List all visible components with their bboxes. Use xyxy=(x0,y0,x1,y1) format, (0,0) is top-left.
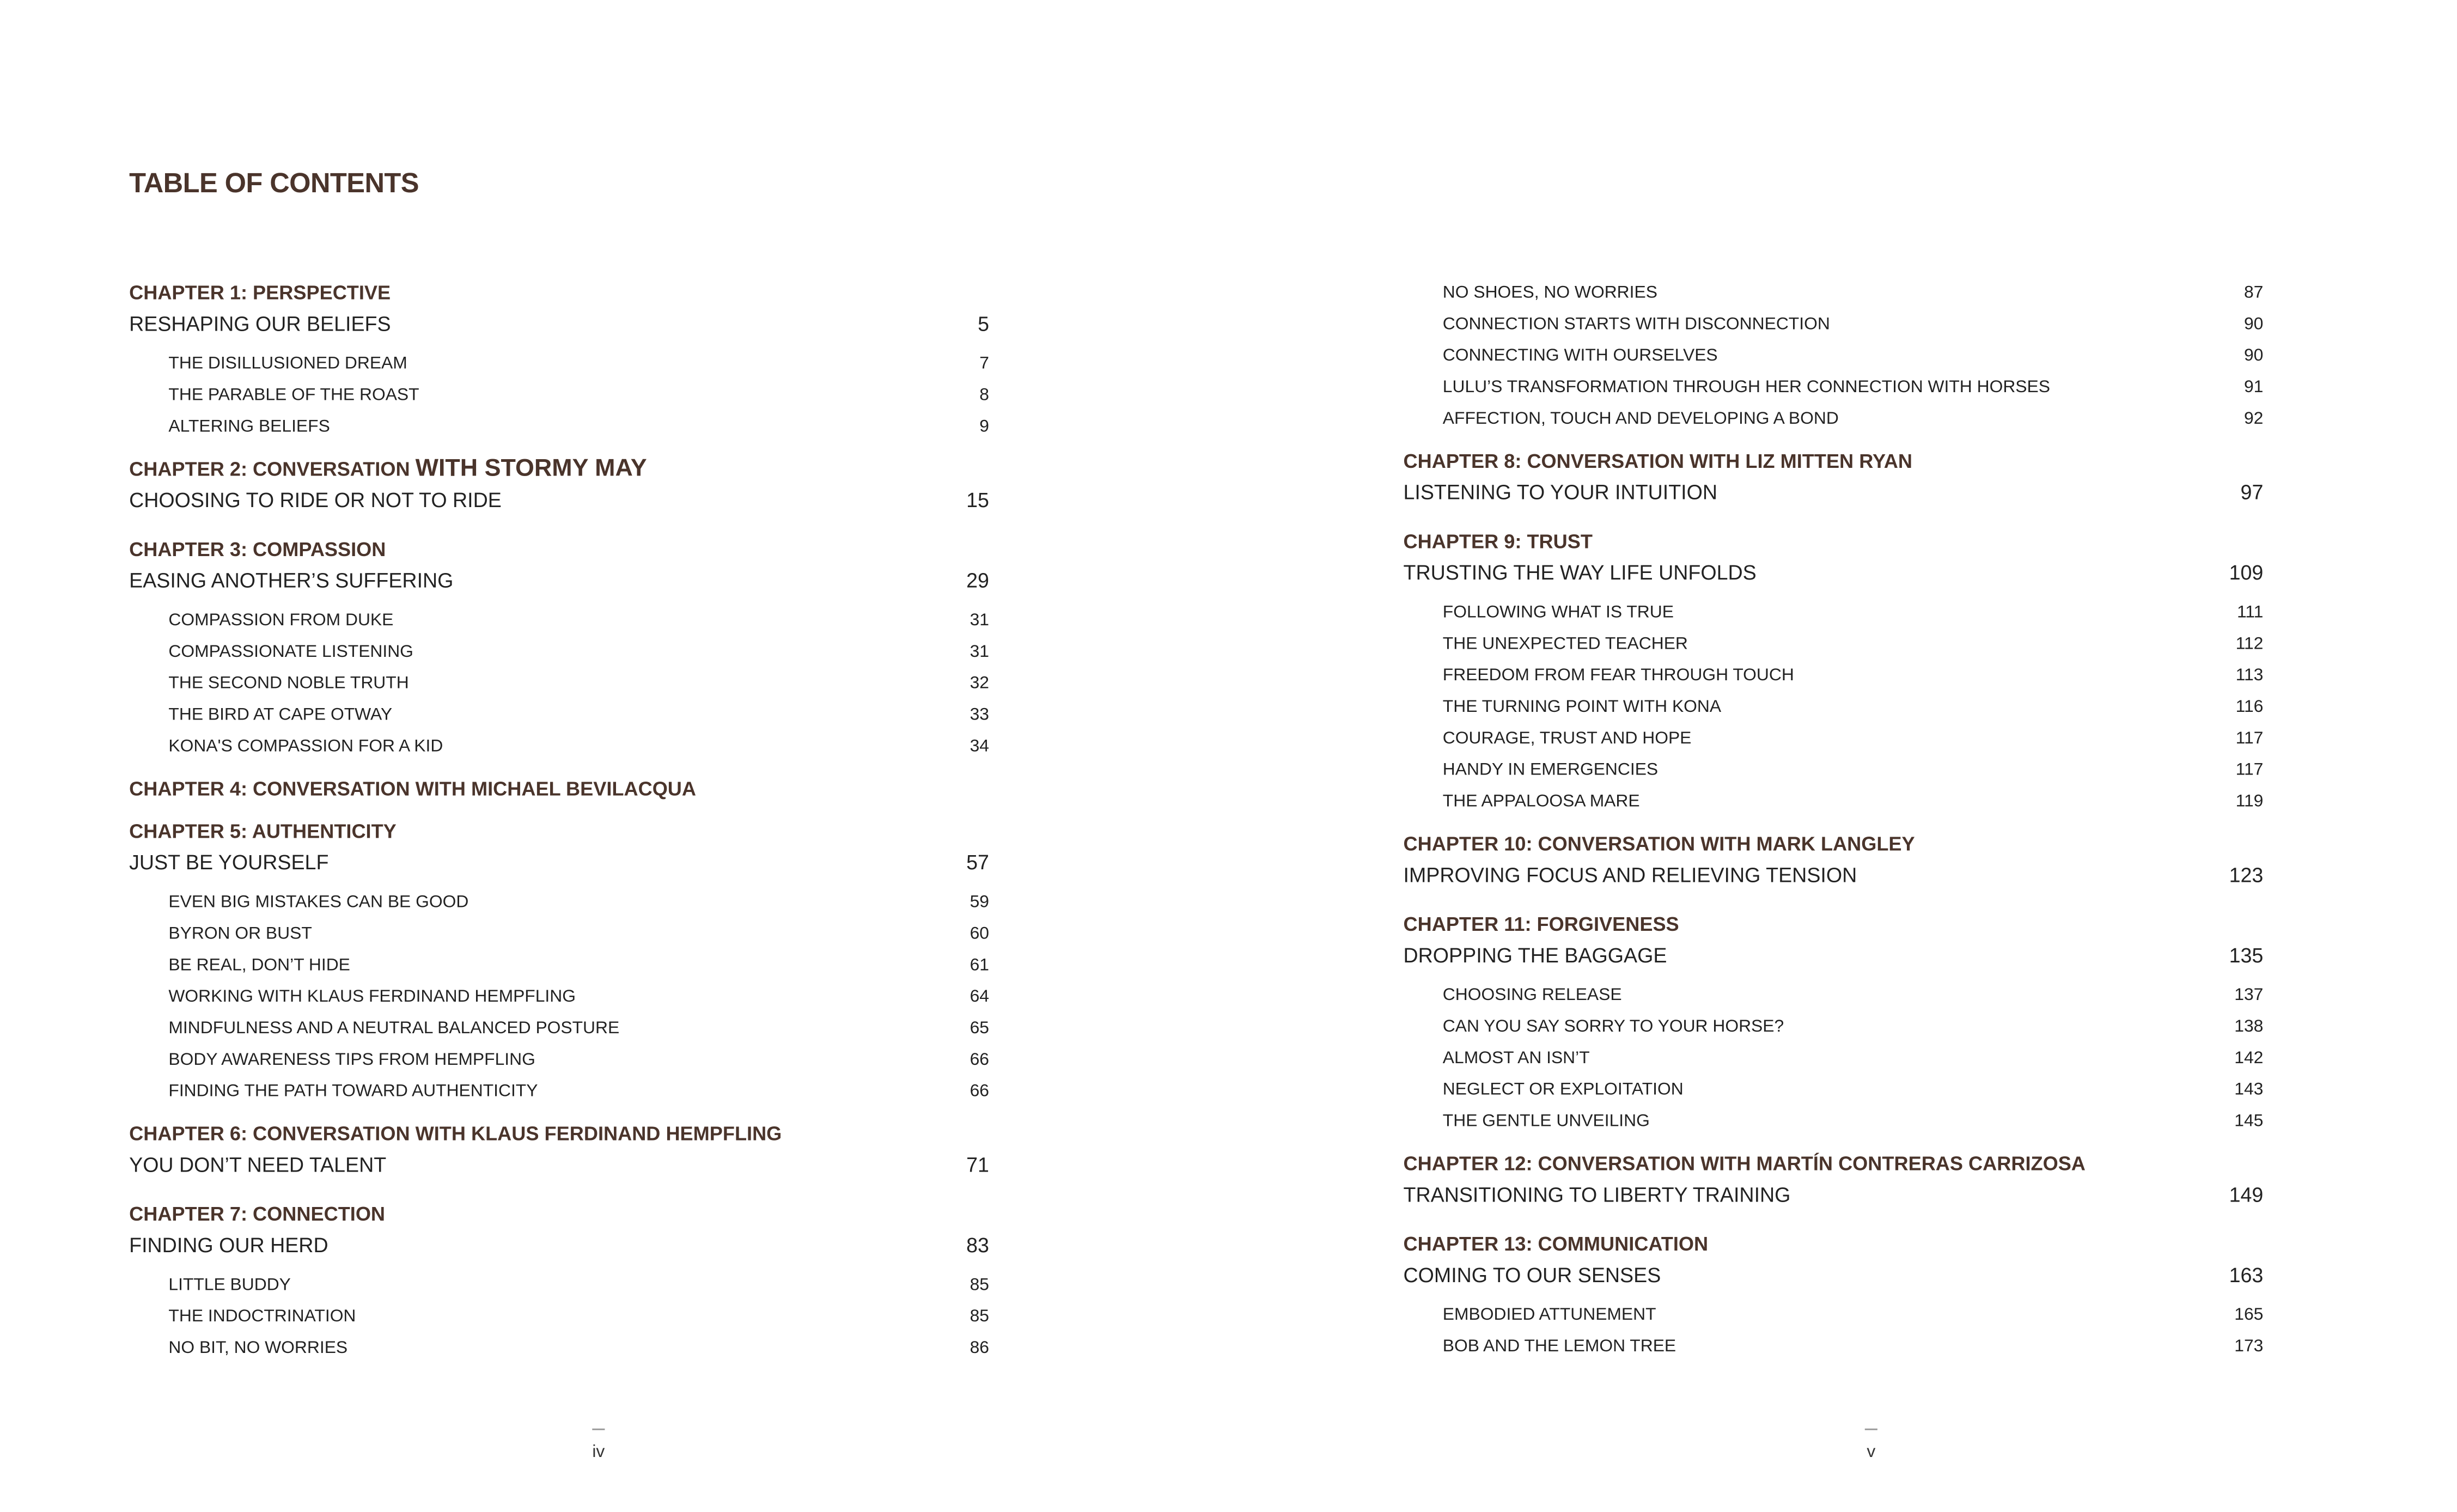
chapter-heading[interactable] xyxy=(1404,446,2264,477)
toc-subentry[interactable] xyxy=(129,668,989,699)
toc-entry[interactable] xyxy=(129,565,989,597)
toc-entry[interactable] xyxy=(1404,1180,2264,1211)
entry-title: THE SECOND NOBLE TRUTH xyxy=(168,674,409,693)
toc-entry[interactable] xyxy=(1404,860,2264,892)
entry-title: LISTENING TO YOUR INTUITION xyxy=(1403,480,1718,504)
entry-title: HANDY IN EMERGENCIES xyxy=(1442,760,1659,780)
toc-subentry[interactable] xyxy=(1404,629,2264,660)
entry-title: JUST BE YOURSELF xyxy=(129,850,329,874)
entry-title: COMPASSIONATE LISTENING xyxy=(168,642,413,662)
entry-page-number: 90 xyxy=(2243,315,2264,334)
entry-title: NEGLECT OR EXPLOITATION xyxy=(1442,1080,1684,1100)
entry-title: FREEDOM FROM FEAR THROUGH TOUCH xyxy=(1442,666,1794,685)
toc-subentry[interactable] xyxy=(1404,403,2264,435)
entry-page-number: 60 xyxy=(970,924,989,944)
entry-title: IMPROVING FOCUS AND RELIEVING TENSION xyxy=(1403,863,1857,887)
toc-subentry[interactable] xyxy=(129,950,989,981)
toc-subentry[interactable] xyxy=(1404,1331,2264,1362)
chapter-heading[interactable] xyxy=(1404,828,2264,860)
entry-title: BOB AND THE LEMON TREE xyxy=(1442,1337,1676,1356)
entry-title: BYRON OR BUST xyxy=(168,924,312,944)
toc-subentry[interactable] xyxy=(129,411,989,443)
entry-title: TRANSITIONING TO LIBERTY TRAINING xyxy=(1403,1182,1791,1207)
entry-title: CHAPTER 5: AUTHENTICITY xyxy=(129,820,397,843)
entry-page-number: 66 xyxy=(970,1050,989,1070)
entry-page-number: 163 xyxy=(2229,1263,2264,1287)
entry-title: CHAPTER 4: CONVERSATION WITH MICHAEL BEVILACQUA xyxy=(129,778,697,800)
toc-subentry[interactable] xyxy=(129,636,989,668)
entry-title: MINDFULNESS AND A NEUTRAL BALANCED POSTURE xyxy=(168,1019,620,1038)
entry-title: FINDING OUR HERD xyxy=(129,1233,328,1257)
toc-column-right xyxy=(1404,277,2264,1362)
toc-subentry[interactable] xyxy=(1404,277,2264,309)
entry-title: THE INDOCTRINATION xyxy=(168,1307,356,1326)
toc-subentry[interactable] xyxy=(129,605,989,636)
entry-page-number: 92 xyxy=(2243,409,2264,429)
entry-page-number: 65 xyxy=(970,1019,989,1038)
folio-dash xyxy=(1865,1429,1877,1430)
toc-subentry[interactable] xyxy=(1404,660,2264,692)
chapter-heading[interactable] xyxy=(1404,526,2264,558)
toc-subentry[interactable] xyxy=(1404,309,2264,340)
entry-title: KONA'S COMPASSION FOR A KID xyxy=(168,737,443,757)
entry-title: NO SHOES, NO WORRIES xyxy=(1442,283,1657,303)
entry-page-number: 59 xyxy=(970,893,989,912)
entry-page-number: 85 xyxy=(970,1307,989,1326)
entry-page-number: 31 xyxy=(970,611,989,630)
toc-subentry[interactable] xyxy=(129,1076,989,1107)
toc-subentry[interactable] xyxy=(129,887,989,918)
entry-page-number: 135 xyxy=(2229,943,2264,967)
chapter-heading[interactable] xyxy=(129,1118,989,1150)
toc-subentry[interactable] xyxy=(129,918,989,950)
entry-title: CAN YOU SAY SORRY TO YOUR HORSE? xyxy=(1442,1017,1784,1037)
entry-page-number: 83 xyxy=(966,1233,989,1257)
toc-subentry[interactable] xyxy=(129,348,989,380)
entry-title: NO BIT, NO WORRIES xyxy=(168,1338,348,1358)
entry-page-number: 113 xyxy=(2235,666,2264,685)
chapter-heading[interactable] xyxy=(1404,909,2264,941)
toc-entry[interactable] xyxy=(129,1150,989,1181)
entry-page-number: 61 xyxy=(970,956,989,975)
entry-page-number: 149 xyxy=(2229,1182,2264,1207)
entry-page-number: 137 xyxy=(2234,986,2264,1005)
entry-title: CHAPTER 13: COMMUNICATION xyxy=(1403,1233,1709,1255)
toc-column-left xyxy=(129,277,989,1364)
entry-page-number: 119 xyxy=(2235,792,2264,812)
toc-entry[interactable] xyxy=(129,848,989,879)
entry-title: LULU’S TRANSFORMATION THROUGH HER CONNECTION WITH HORSES xyxy=(1442,378,2050,397)
entry-title: CHAPTER 1: PERSPECTIVE xyxy=(129,282,391,304)
entry-page-number: 143 xyxy=(2234,1080,2264,1100)
chapter-heading[interactable] xyxy=(1404,1148,2264,1180)
entry-page-number: 85 xyxy=(970,1276,989,1295)
entry-page-number: 109 xyxy=(2229,560,2264,584)
entry-page-number: 117 xyxy=(2235,729,2264,748)
toc-entry[interactable] xyxy=(1404,1260,2264,1291)
entry-title: ALTERING BELIEFS xyxy=(168,417,330,437)
entry-page-number: 97 xyxy=(2240,480,2264,504)
toc-subentry[interactable] xyxy=(1404,691,2264,723)
entry-title: WORKING WITH KLAUS FERDINAND HEMPFLING xyxy=(168,987,576,1007)
entry-title: LITTLE BUDDY xyxy=(168,1276,291,1295)
toc-subentry[interactable] xyxy=(129,981,989,1013)
entry-title: EASING ANOTHER’S SUFFERING xyxy=(129,568,454,593)
chapter-heading[interactable] xyxy=(129,454,989,485)
toc-subentry[interactable] xyxy=(1404,980,2264,1011)
entry-page-number: 7 xyxy=(979,354,989,374)
entry-title: CHAPTER 7: CONNECTION xyxy=(129,1203,386,1226)
toc-entry[interactable] xyxy=(129,485,989,517)
entry-title: CHAPTER 10: CONVERSATION WITH MARK LANGLEY xyxy=(1403,833,1915,856)
entry-page-number: 90 xyxy=(2243,346,2264,365)
entry-title: TRUSTING THE WAY LIFE UNFOLDS xyxy=(1403,560,1757,584)
entry-page-number: 87 xyxy=(2243,283,2264,303)
entry-title: THE PARABLE OF THE ROAST xyxy=(168,386,419,405)
page-number-left-text: iv xyxy=(592,1442,605,1462)
toc-subentry[interactable] xyxy=(1404,597,2264,629)
entry-page-number: 138 xyxy=(2234,1017,2264,1037)
entry-title: THE APPALOOSA MARE xyxy=(1442,792,1640,812)
toc-entry[interactable] xyxy=(129,309,989,340)
entry-title: COURAGE, TRUST AND HOPE xyxy=(1442,729,1692,748)
entry-title: COMPASSION FROM DUKE xyxy=(168,611,394,630)
toc-subentry[interactable] xyxy=(1404,723,2264,754)
entry-title: CONNECTION STARTS WITH DISCONNECTION xyxy=(1442,315,1830,334)
page-number-right xyxy=(1840,1418,1903,1462)
entry-page-number: 71 xyxy=(966,1153,989,1177)
toc-subentry[interactable] xyxy=(1404,371,2264,403)
entry-title: CHAPTER 2: CONVERSATION xyxy=(129,458,416,480)
toc-subentry[interactable] xyxy=(1404,1042,2264,1074)
entry-title: YOU DON’T NEED TALENT xyxy=(129,1153,387,1177)
entry-page-number: 29 xyxy=(966,568,989,593)
toc-subentry[interactable] xyxy=(129,1301,989,1333)
chapter-heading[interactable] xyxy=(129,773,989,805)
page-number-left xyxy=(567,1418,630,1462)
folio-dash xyxy=(592,1429,605,1430)
entry-page-number: 34 xyxy=(970,737,989,757)
entry-page-number: 117 xyxy=(2235,760,2264,780)
entry-page-number: 86 xyxy=(970,1338,989,1358)
entry-page-number: 8 xyxy=(979,386,989,405)
entry-page-number: 33 xyxy=(970,705,989,725)
toc-subentry[interactable] xyxy=(1404,754,2264,786)
toc-subentry[interactable] xyxy=(129,1013,989,1044)
entry-page-number: 116 xyxy=(2235,698,2264,717)
entry-page-number: 91 xyxy=(2243,378,2264,397)
entry-title: EMBODIED ATTUNEMENT xyxy=(1442,1306,1656,1325)
entry-page-number: 57 xyxy=(966,850,989,874)
entry-page-number: 111 xyxy=(2236,603,2264,623)
entry-page-number: 5 xyxy=(978,312,989,336)
entry-title: CHOOSING RELEASE xyxy=(1442,986,1622,1005)
entry-title-large: WITH STORMY MAY xyxy=(415,455,647,482)
entry-title: ALMOST AN ISN’T xyxy=(1442,1048,1590,1068)
toc-subentry[interactable] xyxy=(1404,340,2264,372)
entry-title: FOLLOWING WHAT IS TRUE xyxy=(1442,603,1674,623)
entry-title: CHAPTER 12: CONVERSATION WITH MARTÍN CONTRERAS CARRIZOSA xyxy=(1403,1153,2086,1175)
entry-title: COMING TO OUR SENSES xyxy=(1403,1263,1661,1287)
page-number-right-text: v xyxy=(1867,1442,1876,1462)
entry-page-number: 32 xyxy=(970,674,989,693)
entry-title: CHAPTER 11: FORGIVENESS xyxy=(1403,913,1679,936)
chapter-heading[interactable] xyxy=(1404,1229,2264,1260)
toc-entry[interactable] xyxy=(1404,558,2264,589)
entry-page-number: 145 xyxy=(2234,1112,2264,1131)
entry-page-number: 142 xyxy=(2234,1048,2264,1068)
entry-title: EVEN BIG MISTAKES CAN BE GOOD xyxy=(168,893,469,912)
entry-title: CONNECTING WITH OURSELVES xyxy=(1442,346,1718,365)
entry-title: FINDING THE PATH TOWARD AUTHENTICITY xyxy=(168,1082,538,1101)
toc-subentry[interactable] xyxy=(129,1270,989,1301)
toc-subentry[interactable] xyxy=(129,1332,989,1364)
entry-page-number: 112 xyxy=(2235,635,2264,654)
chapter-heading[interactable] xyxy=(129,816,989,848)
entry-title: THE DISILLUSIONED DREAM xyxy=(168,354,407,374)
entry-title: RESHAPING OUR BELIEFS xyxy=(129,312,391,336)
entry-title: THE BIRD AT CAPE OTWAY xyxy=(168,705,393,725)
toc-entry[interactable] xyxy=(1404,940,2264,972)
page-title: TABLE OF CONTENTS xyxy=(129,167,419,199)
toc-entry[interactable] xyxy=(129,1230,989,1261)
entry-title: CHAPTER 9: TRUST xyxy=(1403,531,1593,553)
toc-subentry[interactable] xyxy=(1404,1106,2264,1137)
toc-subentry[interactable] xyxy=(1404,1011,2264,1042)
entry-title: CHAPTER 3: COMPASSION xyxy=(129,538,386,561)
entry-title: BODY AWARENESS TIPS FROM HEMPFLING xyxy=(168,1050,535,1070)
entry-title: THE GENTLE UNVEILING xyxy=(1442,1112,1650,1131)
toc-subentry[interactable] xyxy=(1404,1300,2264,1331)
entry-title: CHAPTER 6: CONVERSATION WITH KLAUS FERDINAND HEMPFLING xyxy=(129,1123,782,1145)
chapter-heading[interactable] xyxy=(129,534,989,565)
chapter-heading[interactable] xyxy=(129,277,989,309)
entry-page-number: 15 xyxy=(966,488,989,512)
toc-subentry[interactable] xyxy=(129,731,989,763)
entry-title: DROPPING THE BAGGAGE xyxy=(1403,943,1667,967)
entry-page-number: 64 xyxy=(970,987,989,1007)
toc-subentry[interactable] xyxy=(1404,1074,2264,1106)
entry-page-number: 9 xyxy=(979,417,989,437)
chapter-heading[interactable] xyxy=(129,1199,989,1230)
entry-page-number: 173 xyxy=(2234,1337,2264,1356)
toc-entry[interactable] xyxy=(1404,477,2264,509)
entry-title: BE REAL, DON’T HIDE xyxy=(168,956,350,975)
toc-subentry[interactable] xyxy=(1404,786,2264,818)
entry-page-number: 31 xyxy=(970,642,989,662)
entry-title: THE TURNING POINT WITH KONA xyxy=(1442,698,1722,717)
entry-title: CHAPTER 8: CONVERSATION WITH LIZ MITTEN RYAN xyxy=(1403,450,1912,473)
toc-subentry[interactable] xyxy=(129,699,989,731)
entry-page-number: 66 xyxy=(970,1082,989,1101)
entry-title: AFFECTION, TOUCH AND DEVELOPING A BOND xyxy=(1442,409,1839,429)
entry-title: THE UNEXPECTED TEACHER xyxy=(1442,635,1688,654)
entry-page-number: 165 xyxy=(2234,1306,2264,1325)
toc-subentry[interactable] xyxy=(129,1044,989,1076)
toc-subentry[interactable] xyxy=(129,380,989,411)
entry-title: CHOOSING TO RIDE OR NOT TO RIDE xyxy=(129,488,502,512)
entry-page-number: 123 xyxy=(2229,863,2264,887)
